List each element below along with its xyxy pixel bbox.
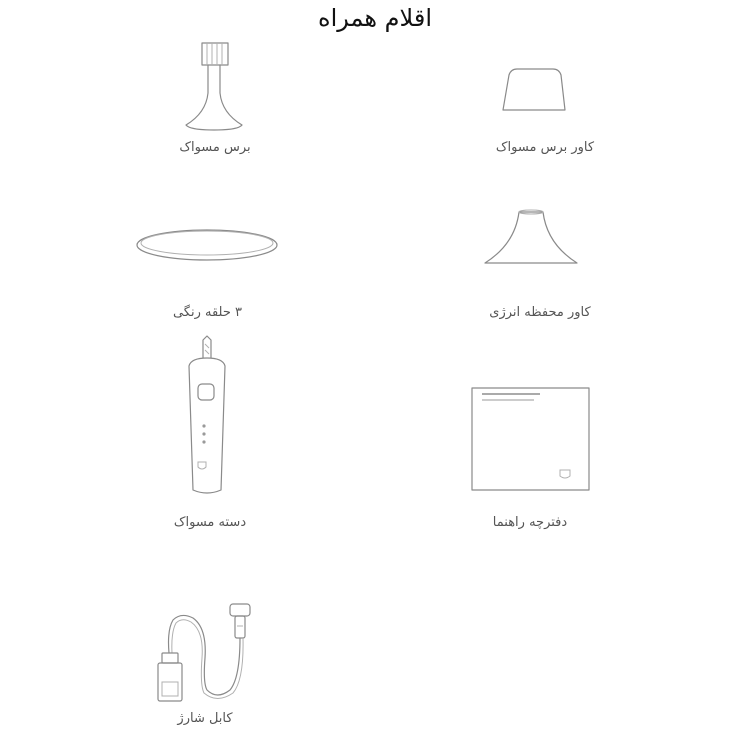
item-brush-head bbox=[150, 35, 280, 165]
item-label: ۳ حلقه رنگی bbox=[172, 305, 243, 320]
item-label: برس مسواک bbox=[179, 140, 251, 155]
brush-head-icon bbox=[150, 35, 280, 135]
charging-cable-icon bbox=[145, 598, 265, 708]
item-energy-cover bbox=[455, 200, 625, 330]
item-label: کاور محفظه انرژی bbox=[489, 305, 591, 320]
toothbrush-handle-icon bbox=[145, 330, 275, 500]
item-manual bbox=[460, 380, 600, 535]
item-color-rings bbox=[125, 215, 290, 330]
brush-cover-icon bbox=[465, 35, 625, 135]
item-label: دسته مسواک bbox=[173, 515, 247, 530]
item-label: دفترچه راهنما bbox=[492, 515, 568, 530]
item-brush-cover bbox=[465, 35, 625, 165]
item-label: کابل شارژ bbox=[177, 711, 233, 726]
manual-booklet-icon bbox=[460, 380, 600, 495]
page-title: اقلام همراه bbox=[318, 4, 432, 32]
item-handle bbox=[145, 330, 275, 535]
energy-cover-icon bbox=[455, 200, 625, 275]
ring-icon bbox=[125, 215, 290, 275]
item-label: کاور برس مسواک bbox=[495, 140, 595, 155]
item-cable bbox=[145, 598, 265, 738]
